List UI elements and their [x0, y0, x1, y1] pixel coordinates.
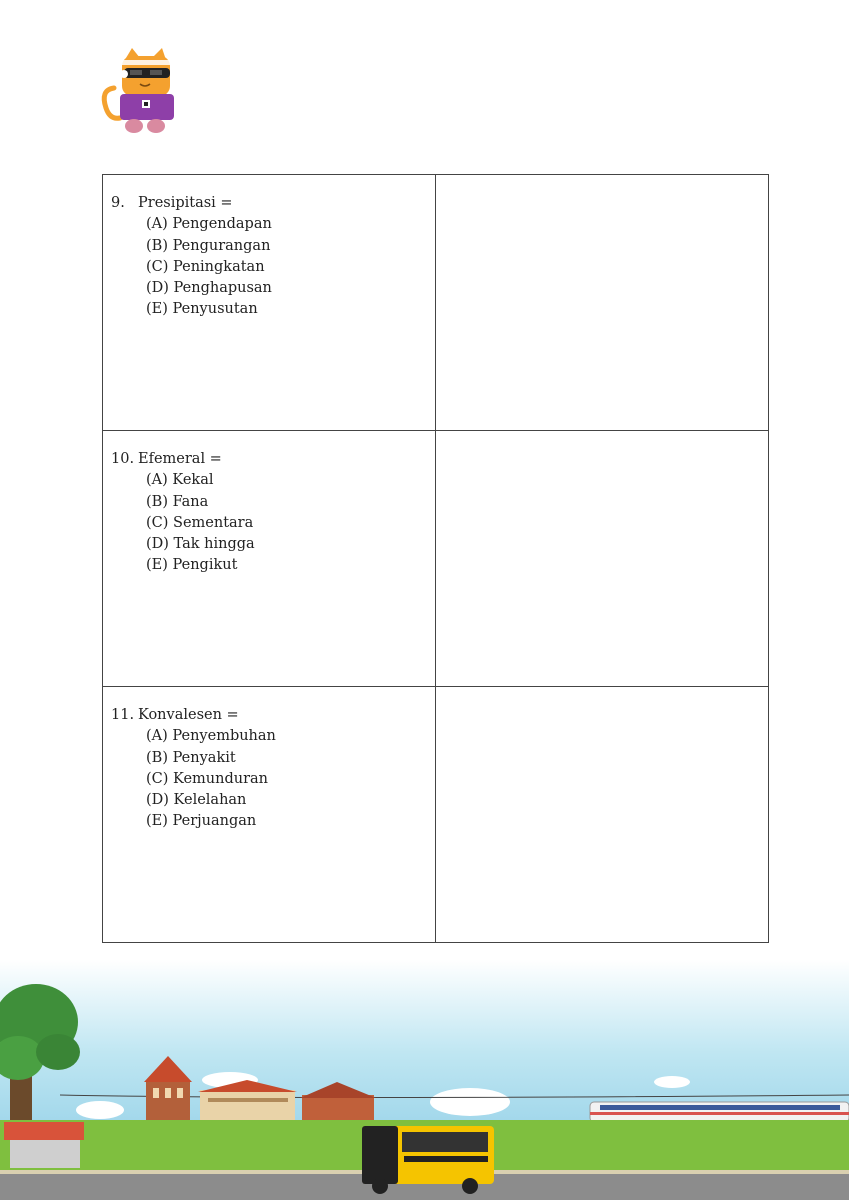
answer-cell	[436, 431, 769, 687]
option-list	[111, 214, 435, 320]
option-b: (B) Pengurangan	[146, 237, 271, 254]
question-10	[103, 431, 435, 577]
option-c: (C) Sementara	[146, 514, 254, 531]
table-row	[103, 431, 769, 687]
option-e: (E) Perjuangan	[146, 813, 257, 830]
question-number: 11.	[111, 707, 135, 723]
option-b: (B) Penyakit	[146, 749, 236, 766]
question-table	[102, 174, 769, 943]
option-d: (D) Penghapusan	[146, 280, 272, 297]
bus-icon	[362, 1126, 494, 1194]
option-list	[111, 470, 435, 576]
option-b: (B) Fana	[146, 493, 209, 510]
question-11	[103, 687, 435, 833]
question-9	[103, 175, 435, 321]
table-row	[103, 175, 769, 431]
option-c: (C) Kemunduran	[146, 770, 269, 787]
option-list	[111, 726, 435, 832]
option-e: (E) Pengikut	[146, 557, 238, 574]
question-cell	[103, 175, 436, 431]
option-a: (A) Pengendapan	[146, 216, 272, 233]
answer-cell	[436, 175, 769, 431]
question-term: Konvalesen =	[138, 707, 239, 723]
train-icon	[590, 1102, 849, 1122]
table-row	[103, 687, 769, 943]
question-cell	[103, 431, 436, 687]
option-e: (E) Penyusutan	[146, 301, 258, 318]
option-c: (C) Peningkatan	[146, 258, 265, 275]
question-term: Presipitasi =	[138, 195, 233, 211]
question-term: Efemeral =	[138, 451, 222, 467]
question-cell	[103, 687, 436, 943]
option-d: (D) Tak hingga	[146, 536, 255, 553]
option-a: (A) Kekal	[146, 472, 214, 489]
answer-cell	[436, 687, 769, 943]
option-d: (D) Kelelahan	[146, 792, 247, 809]
question-number: 9.	[111, 195, 125, 211]
city-scene-illustration	[0, 960, 849, 1200]
option-a: (A) Penyembuhan	[146, 728, 276, 745]
cat-mascot-icon	[100, 48, 182, 136]
question-number: 10.	[111, 451, 135, 467]
